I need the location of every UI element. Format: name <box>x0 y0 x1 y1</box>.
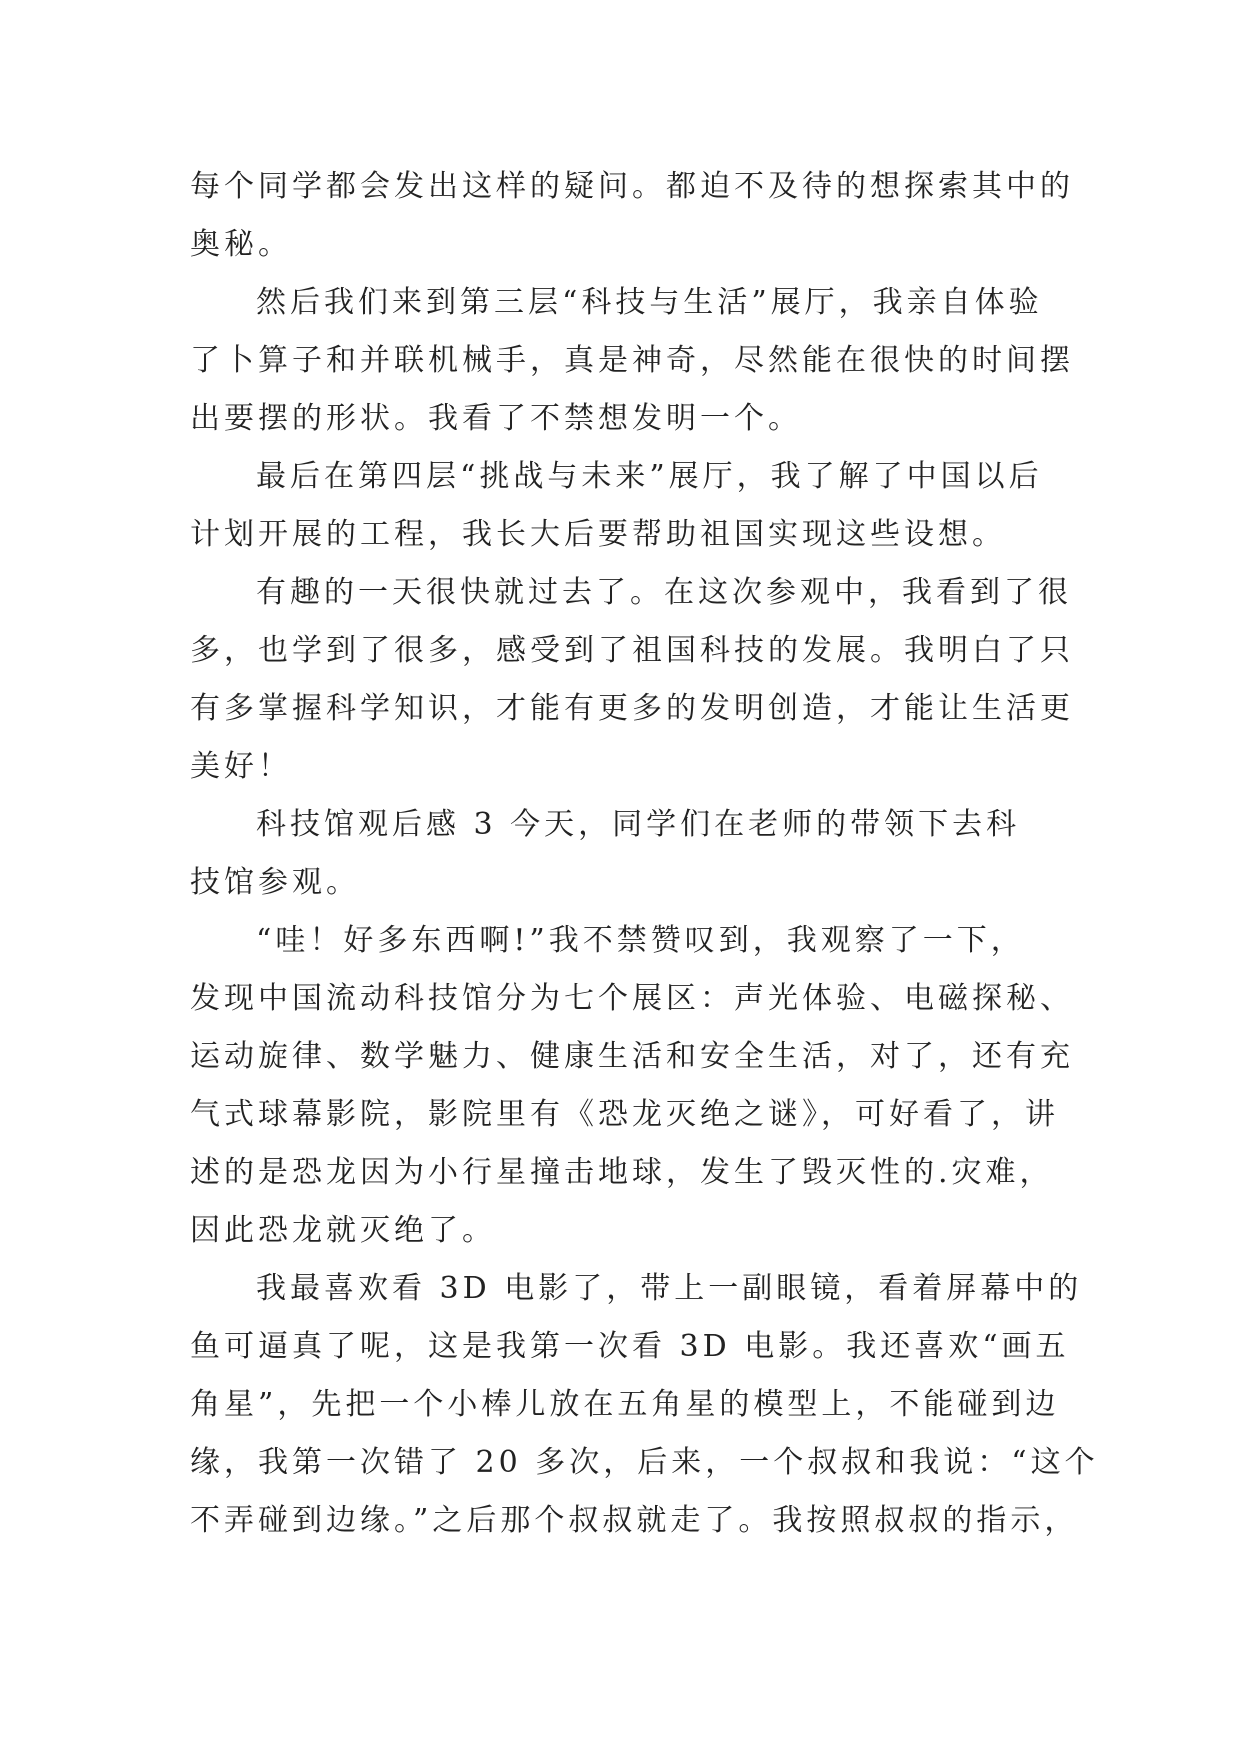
text-line: 了卜算子和并联机械手，真是神奇，尽然能在很快的时间摆 <box>190 343 1074 378</box>
text-line: 美好！ <box>190 749 292 784</box>
text-line: 技馆参观。 <box>190 865 360 900</box>
text-line: 缘，我第一次错了 20 多次，后来，一个叔叔和我说：“这个 <box>190 1445 1099 1480</box>
text-line: 有多掌握科学知识，才能有更多的发明创造，才能让生活更 <box>190 691 1074 726</box>
text-line: 鱼可逼真了呢，这是我第一次看 3D 电影。我还喜欢“画五 <box>190 1329 1070 1364</box>
text-line: 每个同学都会发出这样的疑问。都迫不及待的想探索其中的 <box>190 169 1074 204</box>
text-line: 我最喜欢看 3D 电影了，带上一副眼镜，看着屏幕中的 <box>256 1271 1083 1306</box>
text-line: 多，也学到了很多，感受到了祖国科技的发展。我明白了只 <box>190 633 1074 668</box>
text-line: 奥秘。 <box>190 227 292 262</box>
body-text <box>190 158 1099 1550</box>
text-line: 有趣的一天很快就过去了。在这次参观中，我看到了很 <box>256 575 1072 610</box>
text-line: 最后在第四层“挑战与未来”展厅，我了解了中国以后 <box>256 459 1043 494</box>
text-line: 因此恐龙就灭绝了。 <box>190 1213 496 1248</box>
section-heading-line: 科技馆观后感 3 今天，同学们在老师的带领下去科 <box>256 807 1021 842</box>
text-line: 然后我们来到第三层“科技与生活”展厅，我亲自体验 <box>256 285 1043 320</box>
text-line: 角星”，先把一个小棒儿放在五角星的模型上，不能碰到边 <box>190 1387 1060 1422</box>
text-line: 发现中国流动科技馆分为七个展区：声光体验、电磁探秘、 <box>190 981 1074 1016</box>
text-line: 不弄碰到边缘。”之后那个叔叔就走了。我按照叔叔的指示， <box>190 1503 1079 1538</box>
text-line: 出要摆的形状。我看了不禁想发明一个。 <box>190 401 802 436</box>
text-line: “哇！好多东西啊!”我不禁赞叹到，我观察了一下， <box>256 923 1025 958</box>
text-line: 计划开展的工程，我长大后要帮助祖国实现这些设想。 <box>190 517 1006 552</box>
text-line: 述的是恐龙因为小行星撞击地球，发生了毁灭性的.灾难， <box>190 1155 1054 1190</box>
text-line: 运动旋律、数学魅力、健康生活和安全生活，对了，还有充 <box>190 1039 1074 1074</box>
text-line: 气式球幕影院，影院里有《恐龙灭绝之谜》，可好看了，讲 <box>190 1097 1059 1132</box>
